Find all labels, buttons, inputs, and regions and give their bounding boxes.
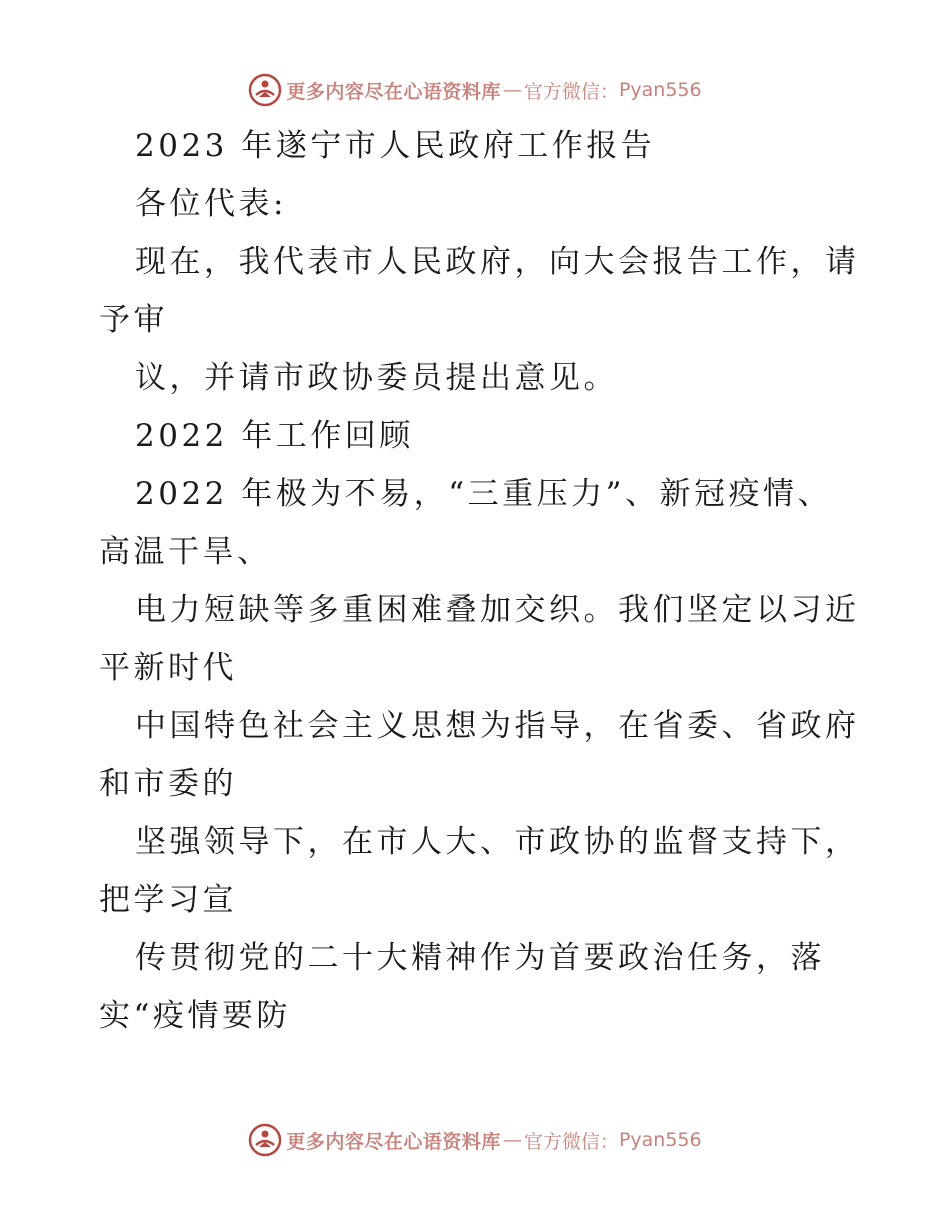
watermark-sub: 官方微信： xyxy=(523,80,619,103)
watermark-banner-bottom xyxy=(0,1120,950,1160)
document-line: 2022 年极为不易，“三重压力”、新冠疫情、 xyxy=(135,476,832,512)
document-line: 予审 xyxy=(99,302,168,338)
watermark-sub: 官方微信： xyxy=(523,1130,619,1153)
watermark-text: 更多内容尽在心语资料库 xyxy=(286,1130,501,1153)
document-line: 高温干旱、 xyxy=(99,534,272,570)
reading-person-logo-icon xyxy=(248,73,282,107)
document-line: 传贯彻党的二十大精神作为首要政治任务，落 xyxy=(135,940,825,976)
document-line: 中国特色社会主义思想为指导，在省委、省政府 xyxy=(135,708,860,744)
document-line: 实“疫情要防 xyxy=(99,998,291,1034)
watermark-id: Pyan556 xyxy=(618,1129,702,1151)
reading-person-logo-icon xyxy=(248,1123,282,1157)
watermark-banner-top xyxy=(0,70,950,110)
watermark-id: Pyan556 xyxy=(618,79,702,101)
document-title: 2023 年遂宁市人民政府工作报告 xyxy=(135,128,656,164)
document-line: 电力短缺等多重困难叠加交织。我们坚定以习近 xyxy=(135,592,860,628)
watermark-text: 更多内容尽在心语资料库 xyxy=(286,80,501,103)
document-line: 平新时代 xyxy=(99,650,237,686)
document-line: 议，并请市政协委员提出意见。 xyxy=(135,360,618,396)
section-heading: 2022 年工作回顾 xyxy=(135,418,414,454)
document-line: 各位代表: xyxy=(135,186,287,222)
document-line: 和市委的 xyxy=(99,766,237,802)
document-line: 坚强领导下，在市人大、市政协的监督支持下， xyxy=(135,824,860,860)
document-line: 把学习宣 xyxy=(99,882,237,918)
watermark-separator: — xyxy=(502,79,522,101)
watermark-separator: — xyxy=(502,1129,522,1151)
document-line: 现在，我代表市人民政府，向大会报告工作，请 xyxy=(135,244,860,280)
